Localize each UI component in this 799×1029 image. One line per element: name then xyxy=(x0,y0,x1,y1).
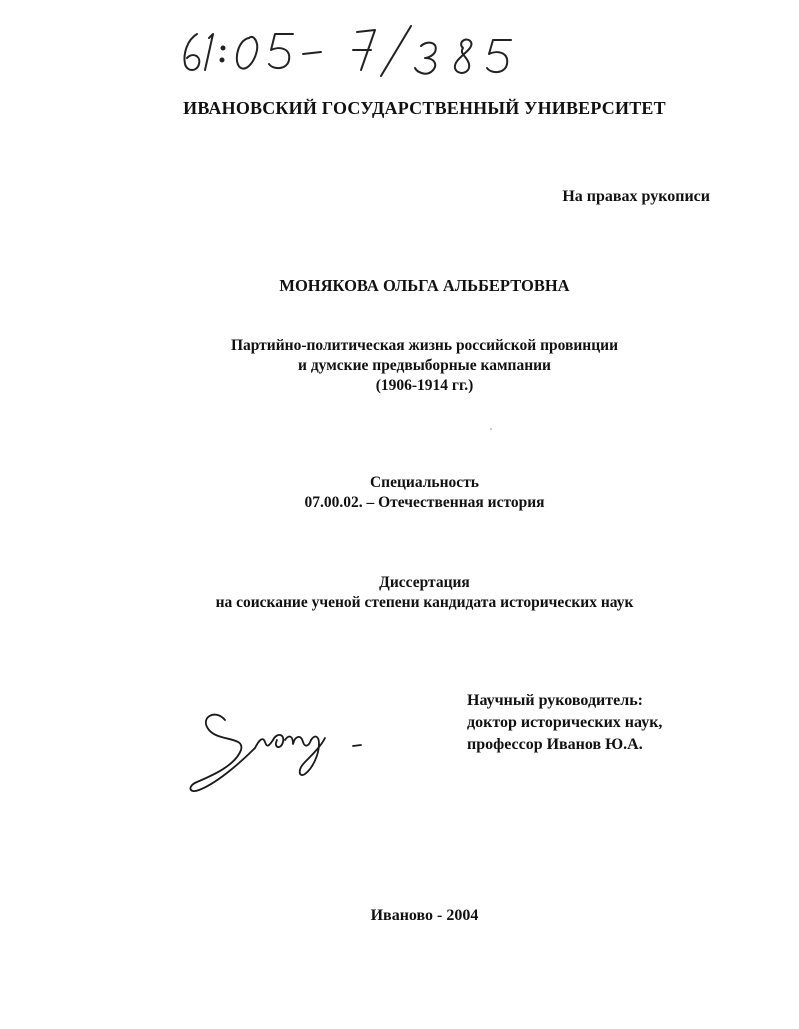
title-line-1: Партийно-политическая жизнь российской провинции xyxy=(230,337,619,354)
city-year: Иваново - 2004 xyxy=(370,907,479,924)
scan-speck xyxy=(490,428,492,430)
author-name: МОНЯКОВА ОЛЬГА АЛЬБЕРТОВНА xyxy=(279,276,570,295)
specialty-block xyxy=(25,473,799,513)
specialty-value: 07.00.02. – Отечественная история xyxy=(304,494,545,511)
title-line-3: (1906-1914 гг.) xyxy=(375,377,474,394)
dissertation-purpose: на соискание ученой степени кандидата исторических наук xyxy=(215,594,634,611)
scientific-supervisor xyxy=(467,690,662,756)
signature xyxy=(185,690,385,800)
supervisor-name: профессор Иванов Ю.А. xyxy=(467,736,643,753)
dissertation-label: Диссертация xyxy=(379,574,470,591)
university-name: ИВАНОВСКИЙ ГОСУДАРСТВЕННЫЙ УНИВЕРСИТЕТ xyxy=(183,98,666,118)
specialty-label: Специальность xyxy=(369,474,479,491)
archive-code-handwriting xyxy=(175,20,525,80)
dissertation-block xyxy=(25,573,799,613)
manuscript-note: На правах рукописи xyxy=(562,188,710,205)
dissertation-title xyxy=(25,336,799,396)
title-line-2: и думские предвыборные кампании xyxy=(298,357,551,374)
supervisor-degree: доктор исторических наук, xyxy=(467,714,663,731)
supervisor-role: Научный руководитель: xyxy=(467,692,643,709)
